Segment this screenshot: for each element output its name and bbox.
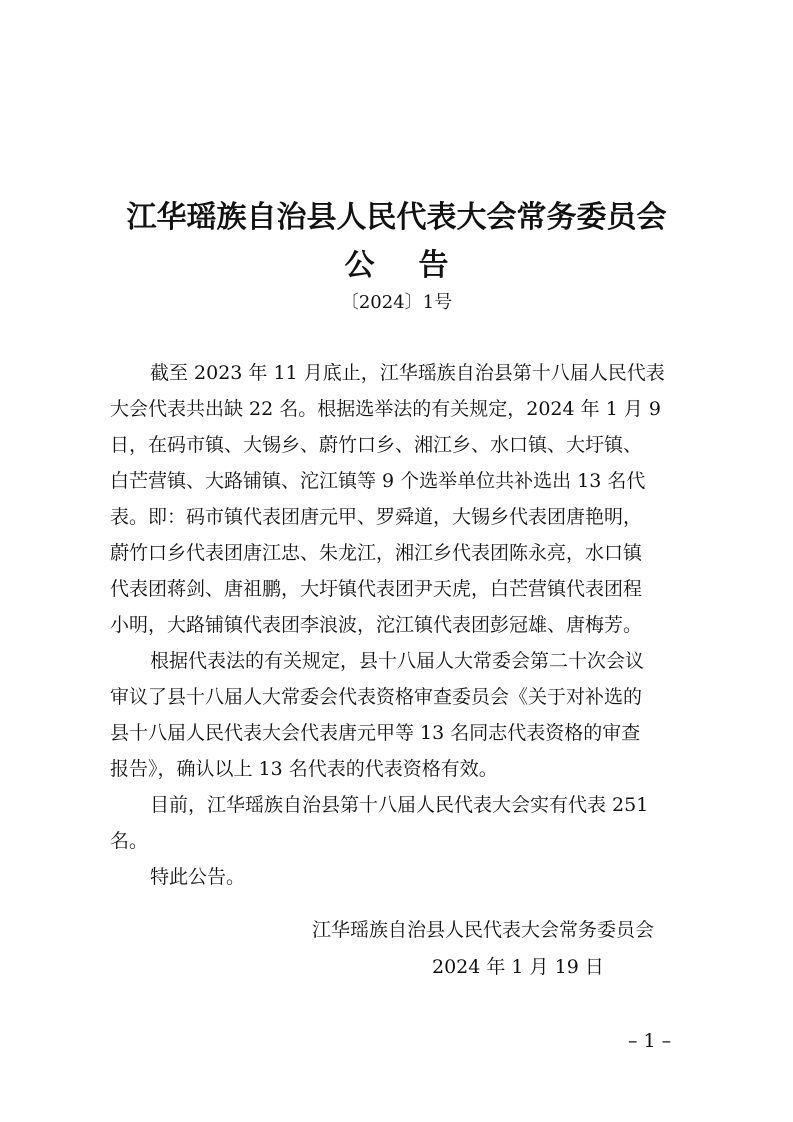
document-subtitle: 公告: [344, 248, 493, 283]
signature-organization: 江华瑶族自治县人民代表大会常务委员会: [312, 919, 655, 941]
body-line: 目前，江华瑶族自治县第十八届人民代表大会实有代表 251: [150, 794, 649, 816]
body-line: 白芒营镇、大路铺镇、沱江镇等 9 个选举单位共补选出 13 名代: [110, 470, 646, 492]
body-line: 日，在码市镇、大锡乡、蔚竹口乡、湘江乡、水口镇、大圩镇、: [110, 434, 643, 456]
body-line: 县十八届人民代表大会代表唐元甲等 13 名同志代表资格的审查: [110, 722, 641, 744]
body-line: 报告》，确认以上 13 名代表的代表资格有效。: [110, 758, 498, 780]
body-line: 名。: [110, 830, 149, 852]
body-line: 表。即：码市镇代表团唐元甲、罗舜道，大锡乡代表团唐艳明，: [110, 506, 643, 528]
document-number: 〔2024〕1号: [340, 292, 453, 313]
body-line: 蔚竹口乡代表团唐江忠、朱龙江，湘江乡代表团陈永亮，水口镇: [110, 542, 643, 564]
body-line: 代表团蒋剑、唐祖鹏，大圩镇代表团尹天虎，白芒营镇代表团程: [110, 578, 643, 600]
body-line: 截至 2023 年 11 月底止，江华瑶族自治县第十八届人民代表: [150, 362, 665, 384]
document-title: 江华瑶族自治县人民代表大会常务委员会: [126, 200, 667, 235]
body-line: 特此公告。: [150, 866, 246, 888]
body-line: 小明，大路铺镇代表团李浪波，沱江镇代表团彭冠雄、唐梅芳。: [110, 614, 643, 636]
body-line: 大会代表共出缺 22 名。根据选举法的有关规定，2024 年 1 月 9: [110, 398, 661, 420]
body-line: 审议了县十八届人大常委会代表资格审查委员会《关于对补选的: [110, 686, 643, 708]
body-line: 根据代表法的有关规定，县十八届人大常委会第二十次会议: [150, 650, 645, 672]
page-number: – 1 –: [628, 1030, 672, 1052]
signature-date: 2024 年 1 月 19 日: [432, 956, 604, 978]
